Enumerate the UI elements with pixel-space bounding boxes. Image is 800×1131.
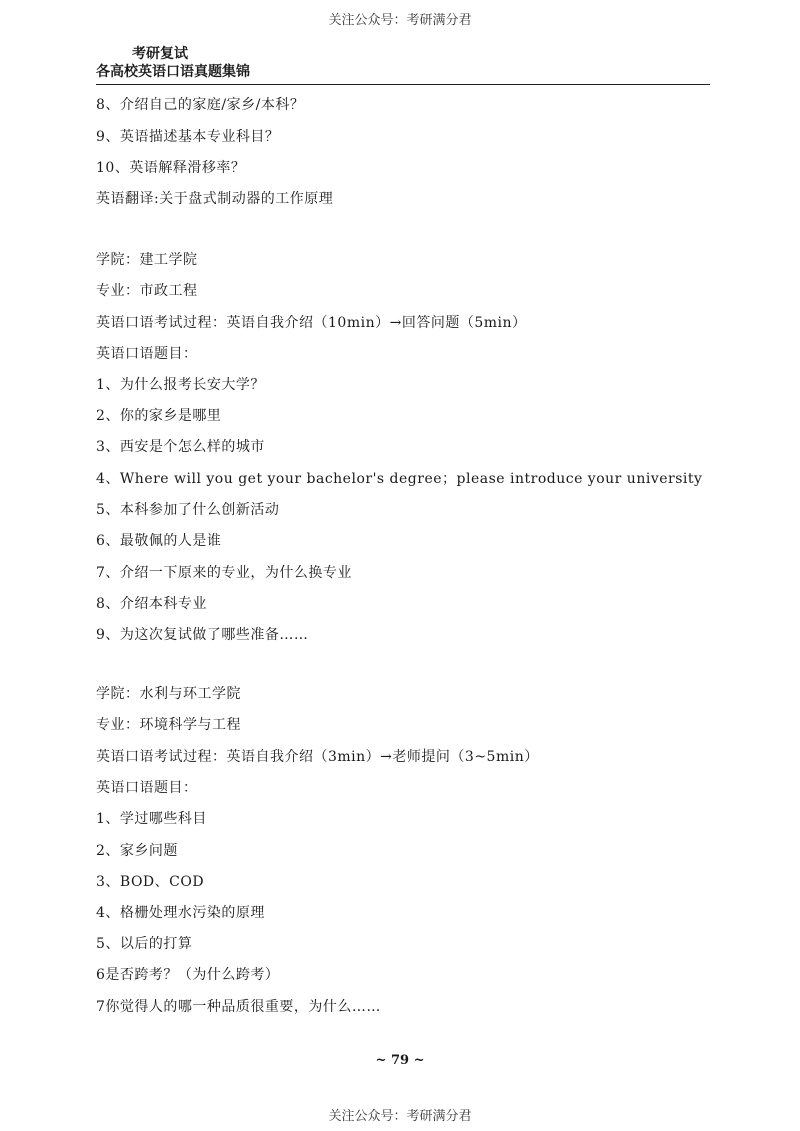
question-item: 3、BOD、COD — [96, 874, 205, 890]
page-number: ~ 79 ~ — [375, 1053, 425, 1068]
question-item: 2、你的家乡是哪里 — [96, 408, 222, 424]
header-title: 各高校英语口语真题集锦 — [96, 64, 250, 80]
header-subtitle: 考研复试 — [132, 46, 188, 62]
question-item: 6是否跨考？（为什么跨考） — [96, 967, 280, 983]
header-divider — [96, 84, 710, 85]
question-item: 1、学过哪些科目 — [96, 811, 207, 827]
watermark-bottom: 关注公众号：考研满分君 — [328, 1109, 472, 1124]
school-label: 学院：建工学院 — [96, 252, 198, 268]
question-item: 5、本科参加了什么创新活动 — [96, 502, 280, 518]
major-label: 专业：市政工程 — [96, 283, 198, 299]
question-item: 3、西安是个怎么样的城市 — [96, 439, 265, 455]
question-item: 8、介绍本科专业 — [96, 596, 207, 612]
question-item: 10、英语解释滑移率？ — [96, 160, 246, 176]
questions-heading: 英语口语题目： — [96, 346, 198, 362]
page-header — [96, 46, 710, 82]
exam-process: 英语口语考试过程：英语自我介绍（10min）→回答问题（5min） — [96, 315, 527, 331]
exam-process: 英语口语考试过程：英语自我介绍（3min）→老师提问（3~5min） — [96, 749, 539, 765]
school-label: 学院：水利与环工学院 — [96, 686, 241, 702]
question-item: 9、英语描述基本专业科目？ — [96, 129, 280, 145]
question-item: 7你觉得人的哪一种品质很重要，为什么…… — [96, 999, 381, 1015]
watermark-top: 关注公众号：考研满分君 — [328, 13, 472, 28]
question-item: 7、介绍一下原来的专业，为什么换专业 — [96, 565, 352, 581]
translation-topic: 英语翻译:关于盘式制动器的工作原理 — [96, 191, 334, 207]
question-item: 8、介绍自己的家庭/家乡/本科？ — [96, 97, 305, 113]
questions-heading: 英语口语题目： — [96, 780, 198, 796]
question-item: 5、以后的打算 — [96, 936, 193, 952]
question-item: 4、格栅处理水污染的原理 — [96, 905, 265, 921]
question-item: 9、为这次复试做了哪些准备…… — [96, 627, 309, 643]
question-item: 4、Where will you get your bachelor's degree；please introduce your university — [96, 471, 703, 487]
question-item: 6、最敬佩的人是谁 — [96, 533, 222, 549]
question-item: 1、为什么报考长安大学？ — [96, 377, 265, 393]
major-label: 专业：环境科学与工程 — [96, 717, 241, 733]
question-item: 2、家乡问题 — [96, 843, 178, 859]
